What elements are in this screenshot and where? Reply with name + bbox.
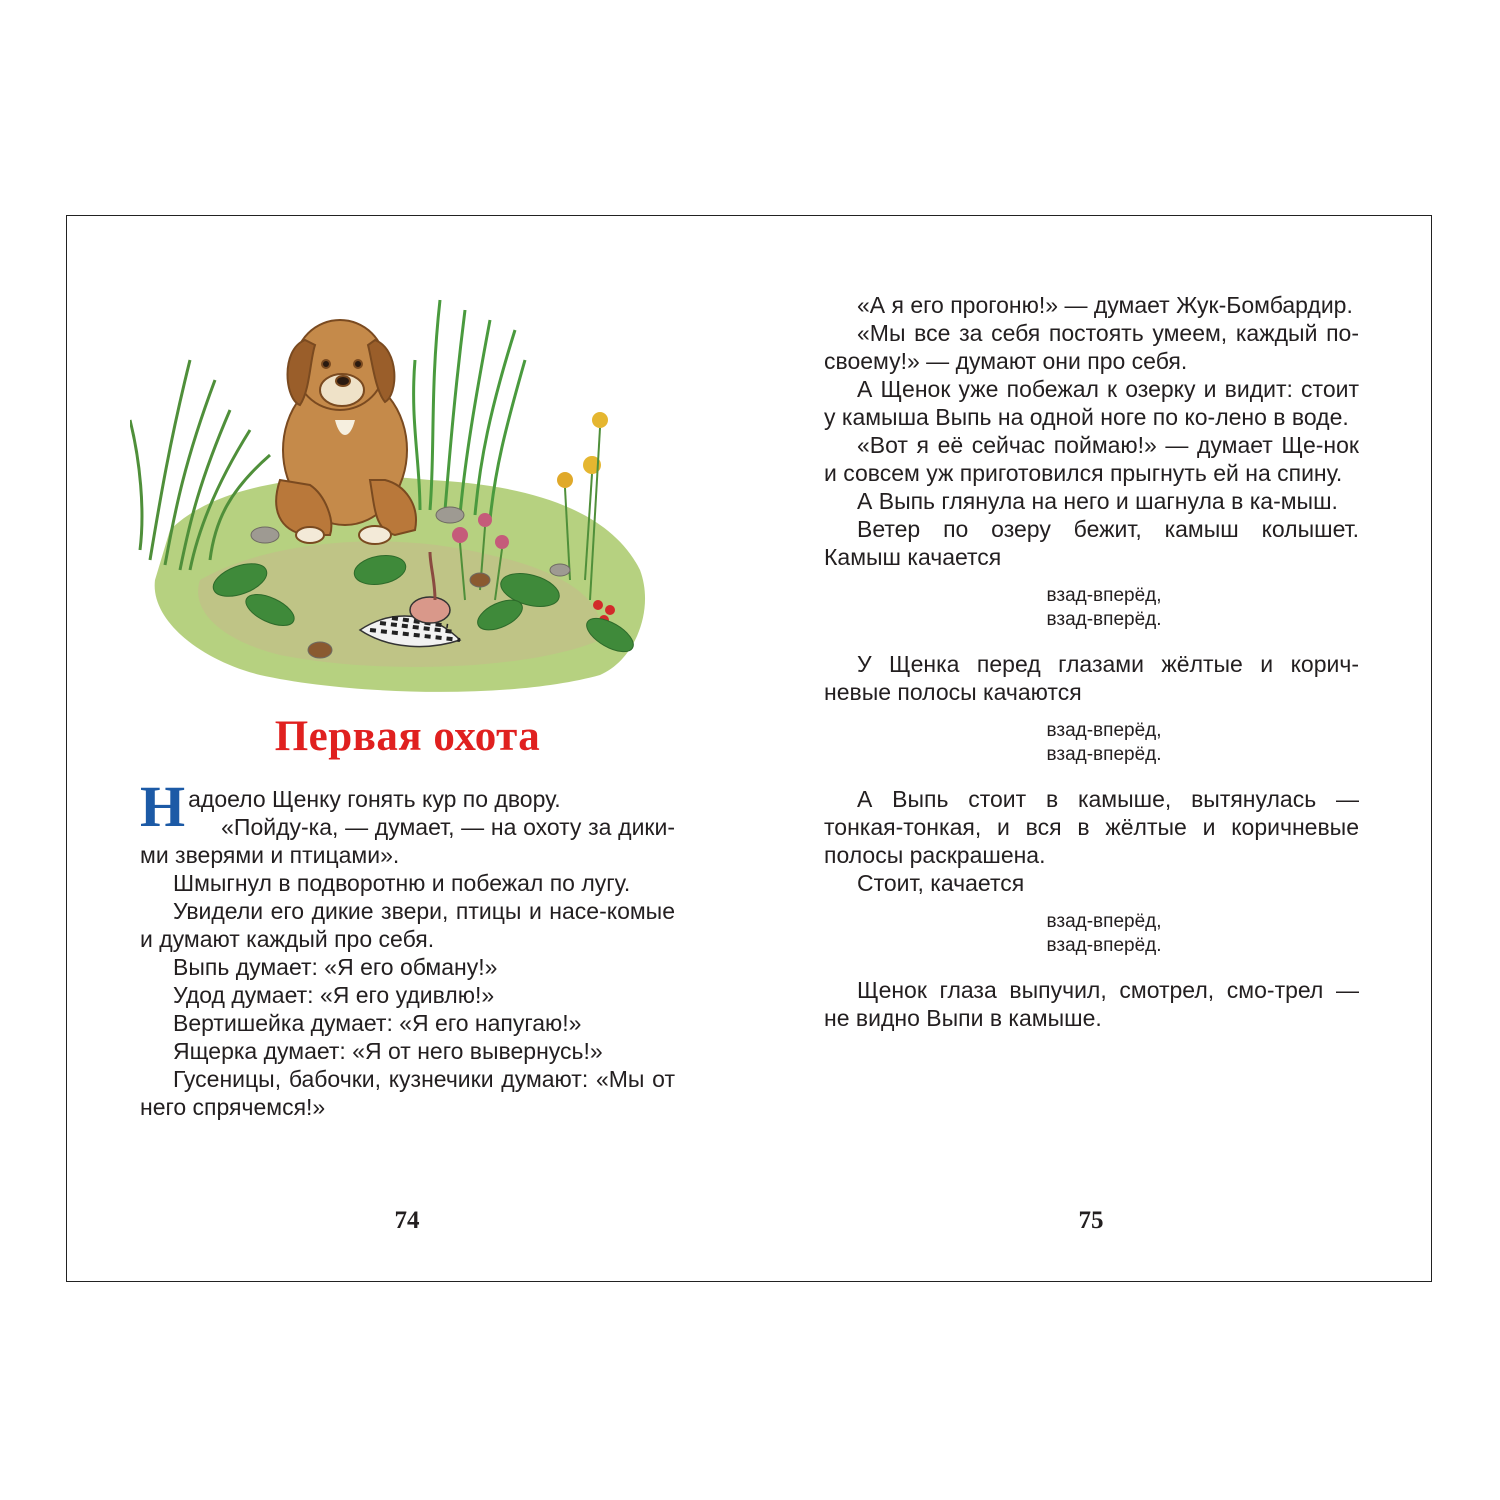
verse-line: взад-вперёд, bbox=[1046, 911, 1162, 932]
paragraph: Выпь думает: «Я его обману!» bbox=[173, 954, 498, 980]
paragraph: Ветер по озеру бежит, камыш колышет. Камыш качается bbox=[824, 516, 1359, 570]
paragraph: Щенок глаза выпучил, смотрел, смо-трел — не видно Выпи в камыше. bbox=[824, 977, 1359, 1031]
paragraph: А Выпь глянула на него и шагнула в ка-мыш. bbox=[857, 488, 1338, 514]
drop-cap: Н bbox=[140, 774, 186, 839]
verse-block bbox=[849, 910, 1359, 958]
paragraph: «Вот я её сейчас поймаю!» — думает Ще-нок и совсем уж приготовился прыгнуть ей на спину. bbox=[824, 432, 1359, 486]
verse-line: взад-вперёд, bbox=[1046, 585, 1162, 606]
page-number-left: 74 bbox=[394, 1207, 420, 1234]
verse-block bbox=[849, 719, 1359, 767]
paragraph: «Мы все за себя постоять умеем, каждый по-своему!» — думают они про себя. bbox=[824, 320, 1359, 374]
paragraph: Стоит, качается bbox=[857, 870, 1025, 896]
page-number-right: 75 bbox=[1078, 1207, 1104, 1234]
verse-line: взад-вперёд. bbox=[1046, 744, 1162, 765]
first-paragraph bbox=[140, 774, 675, 839]
puppy bbox=[276, 320, 416, 544]
right-page-text bbox=[824, 291, 1359, 1032]
verse-line: взад-вперёд. bbox=[1046, 609, 1162, 630]
paragraph: Вертишейка думает: «Я его напугаю!» bbox=[173, 1010, 582, 1036]
verse-line: взад-вперёд, bbox=[1046, 720, 1162, 741]
paragraph: А Щенок уже побежал к озерку и видит: стоит у камыша Выпь на одной ноге по ко-лено в воде. bbox=[824, 376, 1359, 430]
first-paragraph-text: адоело Щенку гонять кур по двору. bbox=[188, 786, 561, 812]
left-page-text bbox=[140, 774, 675, 1121]
paragraph: «Пойду-ка, — думает, — на охоту за дики-ми зверями и птицами». bbox=[140, 814, 675, 868]
puppy-meadow-illustration bbox=[130, 280, 660, 700]
story-title: Первая охота bbox=[274, 713, 541, 760]
verse-block bbox=[849, 584, 1359, 632]
paragraph: Гусеницы, бабочки, кузнечики думают: «Мы от него спрячемся!» bbox=[140, 1066, 675, 1120]
paragraph: Увидели его дикие звери, птицы и насе-комые и думают каждый про себя. bbox=[140, 898, 675, 952]
paragraph: Шмыгнул в подворотню и побежал по лугу. bbox=[173, 870, 631, 896]
paragraph: Ящерка думает: «Я от него вывернусь!» bbox=[173, 1038, 603, 1064]
paragraph: «А я его прогоню!» — думает Жук-Бомбардир. bbox=[857, 292, 1353, 318]
paragraph: А Выпь стоит в камыше, вытянулась — тонкая-тонкая, и вся в жёлтые и коричневые полосы раскрашена. bbox=[824, 786, 1359, 868]
paragraph: У Щенка перед глазами жёлтые и корич-невые полосы качаются bbox=[824, 651, 1359, 705]
verse-line: взад-вперёд. bbox=[1046, 935, 1162, 956]
paragraph: Удод думает: «Я его удивлю!» bbox=[173, 982, 495, 1008]
